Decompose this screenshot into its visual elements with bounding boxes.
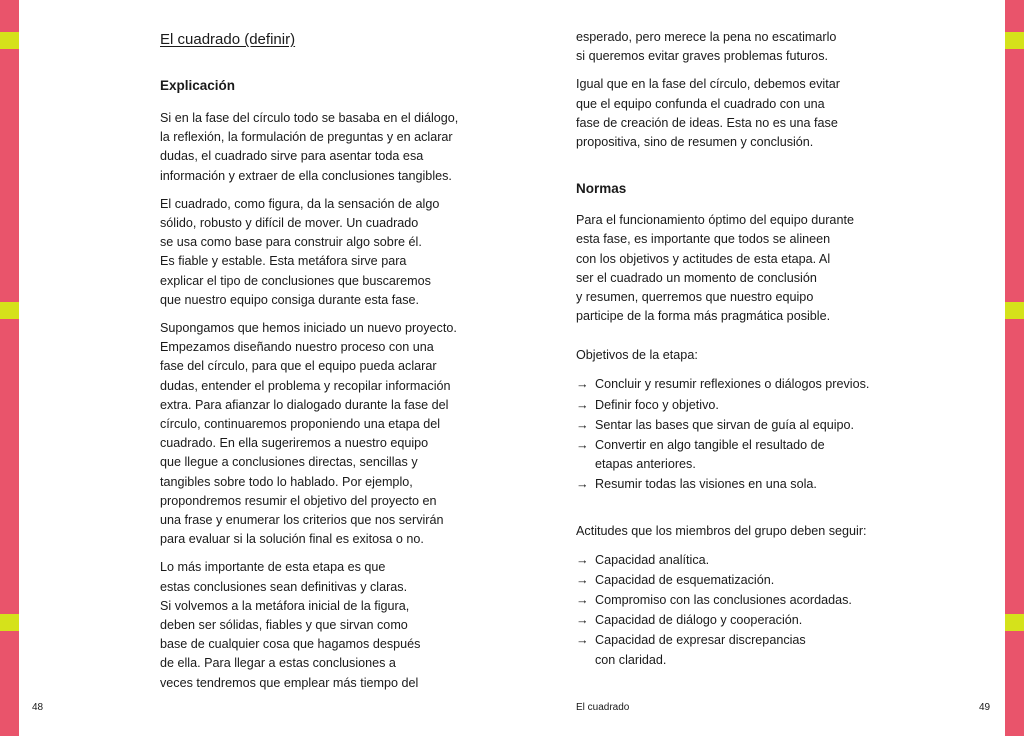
text-line: esperado, pero merece la pena no escatimarlo [576, 30, 837, 44]
arrow-right-icon: → [576, 377, 589, 392]
list-item-text: Concluir y resumir reflexiones o diálogos previos. [595, 377, 870, 392]
list-item [576, 375, 886, 394]
text-line: Supongamos que hemos iniciado un nuevo proyecto. [160, 321, 457, 336]
left-edge-tab [0, 614, 19, 631]
text-line: veces tendremos que emplear más tiempo del [160, 675, 419, 690]
list-item-text: Sentar las bases que sirvan de guía al equipo. [595, 417, 855, 432]
text-line: que nuestro equipo consiga durante esta fase. [160, 292, 420, 307]
arrow-right-icon: → [576, 438, 589, 453]
text-line: y resumen, querremos que nuestro equipo [576, 290, 814, 305]
list-item [576, 611, 886, 630]
list-item-text: Convertir en algo tangible el resultado de [595, 438, 825, 453]
section-heading-explicacion: Explicación [160, 78, 236, 93]
objectives-heading: Objetivos de la etapa: [576, 348, 698, 363]
list-item [576, 571, 886, 590]
arrow-right-icon: → [576, 572, 589, 587]
text-line: fase de creación de ideas. Esta no es una fase [576, 115, 838, 130]
paragraph [160, 195, 460, 310]
section-heading-normas: Normas [576, 181, 627, 197]
text-line: una frase y enumerar los criterios que nos servirán [160, 513, 444, 528]
list-item-text: con claridad. [595, 652, 667, 667]
list-item-text: Definir foco y objetivo. [595, 397, 719, 412]
list-item [576, 436, 886, 474]
text-line: que el equipo confunda el cuadrado con una [576, 96, 825, 111]
text-line: fase del círculo, para que el equipo pueda aclarar [160, 359, 437, 374]
text-line: se usa como base para construir algo sobre él. [160, 235, 422, 250]
text-line: dudas, entender el problema y recopilar información [160, 378, 451, 393]
list-item-text: Capacidad de expresar discrepancias [595, 633, 806, 648]
text-line: El cuadrado, como figura, da la sensación de algo [160, 196, 440, 211]
text-line: extra. Para afianzar lo dialogado durante la fase del [160, 397, 449, 412]
text-line: Empezamos diseñando nuestro proceso con una [160, 340, 434, 355]
arrow-right-icon: → [576, 613, 589, 628]
paragraph [576, 28, 886, 66]
text-line: tangibles sobre todo lo hablado. Por ejemplo, [160, 474, 413, 489]
right-page-column [576, 28, 886, 670]
text-line: sólido, robusto y difícil de mover. Un cuadrado [160, 216, 419, 231]
list-item-text: etapas anteriores. [595, 457, 696, 472]
text-line: explicar el tipo de conclusiones que buscaremos [160, 273, 431, 288]
list-item-text: Capacidad de esquematización. [595, 572, 775, 587]
arrow-right-icon: → [576, 397, 589, 412]
list-item [576, 591, 886, 610]
list-item [576, 416, 886, 435]
text-line: círculo, continuaremos proponiendo una etapa del [160, 417, 441, 432]
list-item [576, 475, 886, 494]
text-line: la reflexión, la formulación de preguntas y en aclarar [160, 130, 453, 145]
list-item [576, 396, 886, 415]
paragraph [160, 558, 460, 692]
text-line: Lo más importante de esta etapa es que [160, 560, 386, 575]
paragraph [160, 319, 460, 549]
objectives-list [576, 375, 886, 494]
attitudes-list [576, 551, 886, 670]
text-line: Es fiable y estable. Esta metáfora sirve para [160, 254, 407, 269]
text-line: propositiva, sino de resumen y conclusión. [576, 135, 814, 150]
running-footer: El cuadrado [576, 702, 630, 713]
text-line: Para el funcionamiento óptimo del equipo durante [576, 213, 854, 228]
text-line: dudas, el cuadrado sirve para asentar toda esa [160, 149, 424, 164]
text-line: base de cualquier cosa que hagamos después [160, 637, 421, 652]
right-edge-tab [1005, 614, 1024, 631]
list-item [576, 551, 886, 570]
arrow-right-icon: → [576, 417, 589, 432]
text-line: propondremos resumir el objetivo del proyecto en [160, 493, 437, 508]
text-line: esta fase, es importante que todos se alineen [576, 232, 831, 247]
text-line: ser el cuadrado un momento de conclusión [576, 270, 817, 285]
text-line: participe de la forma más pragmática posible. [576, 309, 831, 324]
left-edge-tab [0, 32, 19, 49]
page-title: El cuadrado (definir) [160, 31, 296, 48]
paragraph [576, 211, 886, 326]
attitudes-heading: Actitudes que los miembros del grupo deben seguir: [576, 523, 867, 538]
text-line: información y extraer de ella conclusiones tangibles. [160, 168, 452, 183]
text-line: con los objetivos y actitudes de esta etapa. Al [576, 251, 831, 266]
paragraph [576, 75, 886, 152]
text-line: de ella. Para llegar a estas conclusiones a [160, 656, 396, 671]
left-page-column [160, 30, 460, 693]
list-item-text: Resumir todas las visiones en una sola. [595, 477, 817, 492]
arrow-right-icon: → [576, 633, 589, 648]
list-item-text: Capacidad analítica. [595, 552, 710, 567]
arrow-right-icon: → [576, 477, 589, 492]
right-edge-tab [1005, 32, 1024, 49]
text-line: Igual que en la fase del círculo, debemos evitar [576, 77, 840, 92]
page-number-left: 48 [32, 702, 44, 713]
list-item-text: Compromiso con las conclusiones acordadas. [595, 593, 852, 608]
text-line: deben ser sólidas, fiables y que sirvan como [160, 618, 408, 633]
text-line: cuadrado. En ella sugeriremos a nuestro equipo [160, 436, 429, 451]
right-edge-tab [1005, 302, 1024, 319]
text-line: Si volvemos a la metáfora inicial de la figura, [160, 598, 410, 613]
text-line: si queremos evitar graves problemas futuros. [576, 49, 828, 64]
list-item-text: Capacidad de diálogo y cooperación. [595, 613, 803, 628]
paragraph [160, 109, 460, 186]
arrow-right-icon: → [576, 552, 589, 567]
page-number-right: 49 [979, 702, 991, 713]
arrow-right-icon: → [576, 593, 589, 608]
left-edge-tab [0, 302, 19, 319]
text-line: para evaluar si la solución final es exitosa o no. [160, 532, 424, 547]
list-item [576, 631, 886, 669]
text-line: Si en la fase del círculo todo se basaba en el diálogo, [160, 111, 459, 125]
text-line: estas conclusiones sean definitivas y claras. [160, 579, 408, 594]
text-line: que llegue a conclusiones directas, sencillas y [160, 455, 418, 470]
